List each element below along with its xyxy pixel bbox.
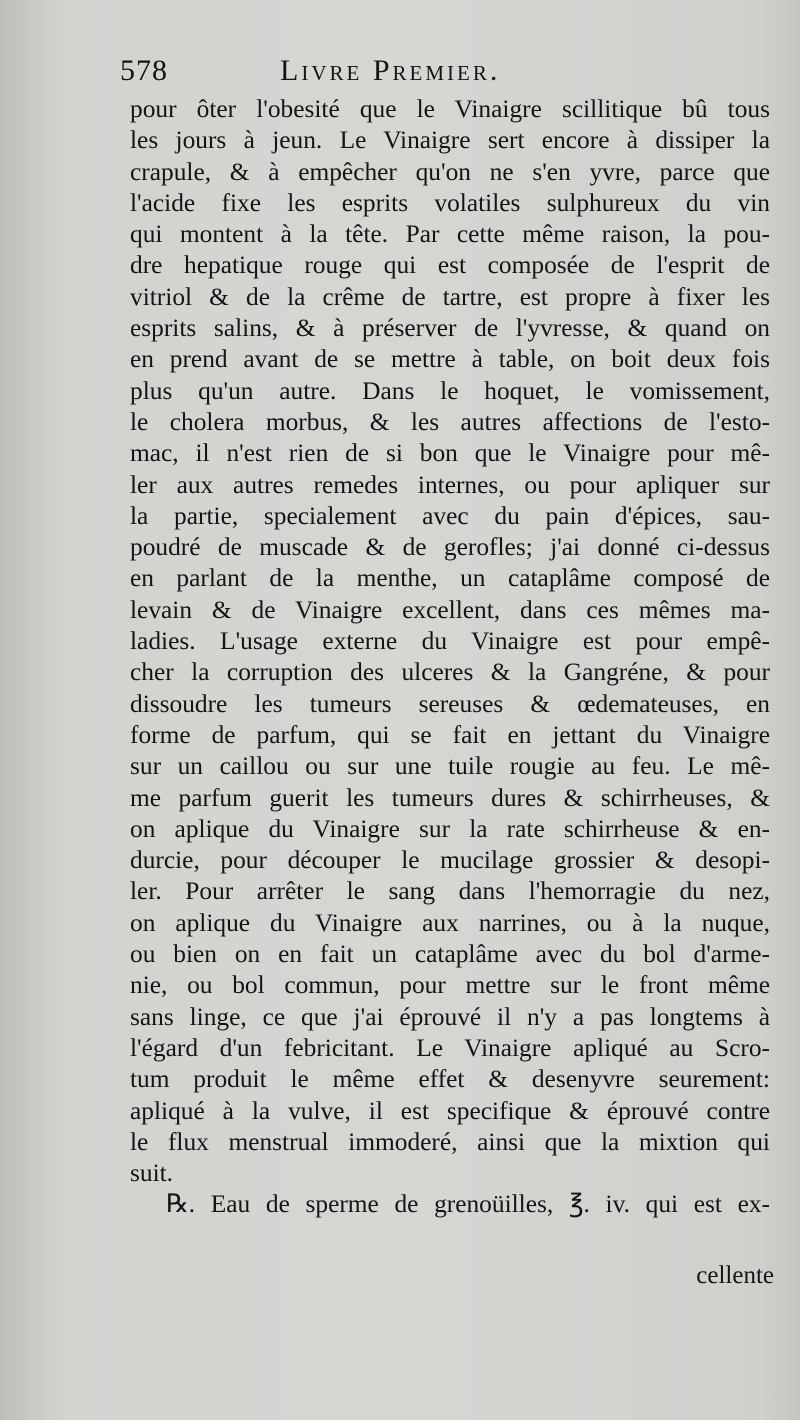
text-line: le flux menstrual immoderé, ainsi que la mixtion qui [130,1127,770,1156]
text-line: pour ôter l'obesité que le Vinaigre scillitique bû tous [130,95,770,123]
text-line: mac, il n'est rien de si bon que le Vinaigre pour mê- [130,439,770,468]
text-line: qui montent à la tête. Par cette même raison, la pou- [130,220,770,249]
page-number: 578 [120,54,168,87]
text-line: ou bien on en fait un cataplâme avec du bol d'arme- [130,940,770,969]
text-line: l'acide fixe les esprits volatiles sulphureux du vin [130,188,770,217]
text-line: dissoudre les tumeurs sereuses & œdemateuses, en [130,689,770,718]
text-line: crapule, & à empêcher qu'on ne s'en yvre, parce que [130,157,770,186]
text-line: en prend avant de se mettre à table, on boit deux fois [130,345,770,374]
text-line: on aplique du Vinaigre sur la rate schirrheuse & en- [130,814,770,843]
text-line: ladies. L'usage externe du Vinaigre est pour empê- [130,627,770,656]
text-line: sur un caillou ou sur une tuile rougie au feu. Le mê- [130,752,770,781]
text-line: on aplique du Vinaigre aux narrines, ou à la nuque, [130,908,770,937]
catchword: cellente [696,1262,774,1289]
recipe-line: ℞. Eau de sperme de grenoüilles, ℥. iv. qui est ex- [166,1190,770,1219]
text-line: durcie, pour découper le mucilage grossier & desopi- [130,846,770,875]
text-line: tum produit le même effet & desenyvre seurement: [130,1065,770,1094]
text-line: sans linge, ce que j'ai éprouvé il n'y a pas longtems à [130,1002,770,1031]
body-text [130,94,770,1221]
text-line: levain & de Vinaigre excellent, dans ces mêmes ma- [130,595,770,624]
text-line: poudré de muscade & de gerofles; j'ai donné ci-dessus [130,533,770,562]
text-line: dre hepatique rouge qui est composée de l'esprit de [130,251,770,280]
text-line: nie, ou bol commun, pour mettre sur le front même [130,971,770,1000]
page-header [120,54,770,98]
running-title: Livre Premier. [280,54,501,87]
text-line: cher la corruption des ulceres & la Gangréne, & pour [130,658,770,687]
text-line: le cholera morbus, & les autres affections de l'esto- [130,407,770,436]
text-line: me parfum guerit les tumeurs dures & schirrheuses, & [130,783,770,812]
text-line: apliqué à la vulve, il est specifique & éprouvé contre [130,1096,770,1125]
text-line: l'égard d'un febricitant. Le Vinaigre apliqué au Scro- [130,1033,770,1062]
text-line: la partie, specialement avec du pain d'épices, sau- [130,501,770,530]
text-line: ler. Pour arrêter le sang dans l'hemorragie du nez, [130,877,770,906]
text-line: plus qu'un autre. Dans le hoquet, le vomissement, [130,376,770,405]
text-line: suit. [130,1159,174,1188]
text-line: vitriol & de la crême de tartre, est propre à fixer les [130,282,770,311]
text-line: esprits salins, & à préserver de l'yvresse, & quand on [130,314,770,343]
text-line: en parlant de la menthe, un cataplâme composé de [130,564,770,593]
text-line: les jours à jeun. Le Vinaigre sert encore à dissiper la [130,126,770,155]
text-line: ler aux autres remedes internes, ou pour apliquer sur [130,470,770,499]
text-line: forme de parfum, qui se fait en jettant du Vinaigre [130,720,770,749]
